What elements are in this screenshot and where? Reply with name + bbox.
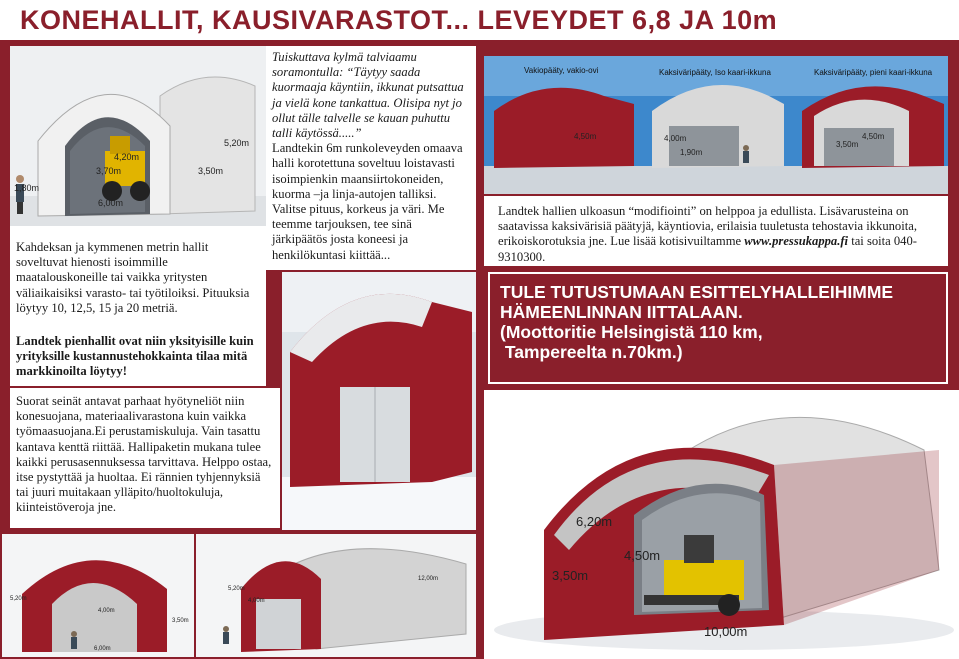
small-b-dim-2: 4,00m [248, 598, 265, 604]
tent-photo [282, 272, 476, 530]
small-a-dim-3: 6,00m [94, 646, 111, 652]
variant-dim-2: 4,00m [664, 134, 687, 143]
dim-door-height: 4,20m [114, 152, 140, 162]
variants-text-panel [484, 196, 948, 266]
snow-photo [282, 272, 476, 530]
dim-person: 1,80m [14, 183, 40, 193]
body-text: Landtekin 6m runkoleveyden omaava halli korotettuna soveltuu loistavasti isoimpienkin maansiirtokoneiden, kuorma –ja linja-autojen talliksi. Valitse pituus, korkeus ja väri. Me teemme tarjouksen, tee sinä järkipäätös josta koneesi ja henkilökuntasi kiittää... [272, 141, 463, 262]
variant-label-3: Kaksiväripääty, pieni kaari-ikkuna [814, 68, 933, 77]
hall-render-small [10, 46, 266, 226]
small-b-dim-1: 5,20m [228, 586, 245, 592]
dim-width: 6,00m [98, 198, 124, 208]
header-banner [0, 0, 959, 40]
intro-paragraph: Kahdeksan ja kymmenen metrin hallit soveltuvat hienosti isoimmille maatalouskoneille tai vaikka yritysten väliaikaisiksi varasto- tai työtiloiksi. Pituuksia löytyy 10, 12,5, 15 ja 20 metriä. [16, 240, 250, 315]
small-hall-b [196, 534, 476, 657]
middle-text-panel [266, 46, 476, 270]
left-mid-panel [10, 388, 280, 528]
variant-dim-4: 4,50m [862, 132, 885, 141]
big-render-panel [484, 390, 959, 659]
small-hall-a [2, 534, 194, 657]
variant-label-2: Kaksiväripääty, Iso kaari-ikkuna [659, 68, 771, 77]
big-dim-width: 10,00m [704, 624, 748, 639]
small-a-dim-1: 5,20m [10, 596, 27, 602]
website-link[interactable]: www.pressukappa.fi [744, 234, 849, 249]
promo-line-1: TULE TUTUSTUMAAN ESITTELYHALLEIHIMME [500, 282, 894, 302]
big-dim-top: 6,20m [576, 514, 613, 529]
promo-line-3: (Moottoritie Helsingistä 110 km, [500, 322, 763, 342]
dim-side-height: 3,50m [198, 166, 224, 176]
big-dim-side: 3,50m [552, 568, 589, 583]
big-dim-inner: 4,50m [624, 548, 661, 563]
variant-label-1: Vakiopääty, vakio-ovi [524, 66, 599, 75]
dim-top-height: 5,20m [224, 138, 250, 148]
quote-text: Tuiskuttava kylmä talviaamu soramontulla: “Täytyy saada kuormaaja käyntiin, ikkunat putsattua ja vielä kone tankattua. Olisipa nyt jo ollut tälle talvelle se kauan puhuttu talli käytössä.....” [272, 50, 464, 141]
intro-highlight: Landtek pienhallit ovat niin yksityisille kuin yrityksille kustannustehokkainta tilaa mitä markkinoilta löytyy! [16, 334, 254, 379]
variant-dim-5: 3,50m [836, 140, 859, 149]
small-a-dim-4: 3,50m [172, 618, 189, 624]
top-left-panel [10, 46, 266, 386]
promo-box [488, 272, 948, 384]
promo-line-4: Tampereelta n.70km.) [500, 342, 683, 362]
variants-panel [484, 56, 948, 194]
variants-text-a: Landtek hallien ulkoasun “modifiointi” on helppoa ja edullista. Lisävarusteina on saatavissa kaksivärisiä päätyjä, käyntiovia, erilaisia tuuletusta tehostavia ikkunoita, erikoiskorotuksia jne. Lue lisää kotisivuiltamme [498, 204, 917, 249]
big-hall-render [484, 390, 959, 659]
features-text: Suorat seinät antavat parhaat hyötyneliöt niin konesuojana, materiaalivarastona kuin vaikka työmaasuojana.Ei perustamiskuluja. Vain tasattu kantava kenttä riittää. Hallipaketin mukana tulee kaikki perusasennuksessa tarvittava. Helppo ostaa, itse pystyttää ja huoltaa. Ei rännien tyhjennyksiä tai juuri muitakaan ylläpito/huoltokuluja, kiinteistöveroja jne. [16, 394, 272, 515]
variant-dim-1: 4,50m [574, 132, 597, 141]
promo-line-2: HÄMEENLINNAN IITTALAAN. [500, 302, 743, 322]
variants-text-b: tai soita 040-9310300. [498, 234, 917, 264]
variants-description [498, 204, 934, 265]
dim-door-width: 3,70m [96, 166, 122, 176]
small-render-a [2, 534, 194, 657]
small-a-dim-2: 4,00m [98, 608, 115, 614]
small-b-dim-3: 12,00m [418, 576, 439, 582]
small-render-b [196, 534, 476, 657]
page-title: KONEHALLIT, KAUSIVARASTOT... LEVEYDET 6,8 JA 10m [20, 4, 778, 35]
variant-dim-3: 1,90m [680, 148, 703, 157]
